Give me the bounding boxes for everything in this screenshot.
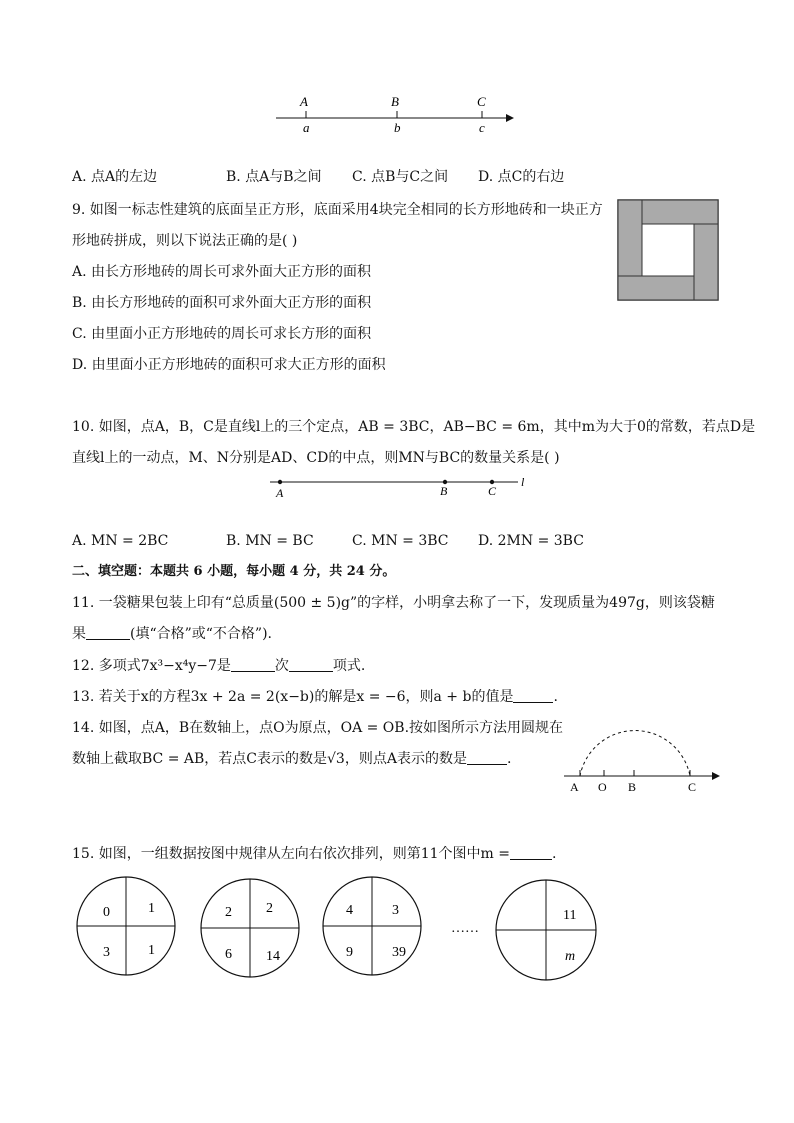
- q14-compass-number-line-figure: [560, 714, 726, 798]
- q15-c3-br: 39: [392, 945, 406, 960]
- q10-option-a[interactable]: A. MN = 2BC: [72, 533, 169, 549]
- q12-answer-blank-2[interactable]: [289, 657, 333, 672]
- q11-answer-blank[interactable]: [86, 625, 130, 640]
- q10-stem-line1: 10. 如图，点A，B，C是直线l上的三个定点，AB = 3BC，AB−BC = 6m，其中m为大于0的常数，若点D是: [72, 419, 756, 435]
- q15-c1-tl: 0: [103, 905, 110, 920]
- point-label-c: c: [479, 120, 485, 135]
- q12-prefix: 12. 多项式7x³−x⁴y−7是: [72, 658, 231, 674]
- q9-option-c[interactable]: C. 由里面小正方形地砖的周长可求长方形的面积: [72, 326, 372, 342]
- q15-c2-tl: 2: [225, 905, 232, 920]
- q12-suffix: 项式.: [332, 658, 366, 674]
- q15-circle-4: [496, 880, 596, 980]
- q8-option-b[interactable]: B. 点A与B之间: [226, 169, 322, 185]
- q11-line2-suffix: (填“合格”或“不合格”).: [130, 626, 273, 642]
- q10-label-C: C: [488, 484, 497, 498]
- q15-answer-blank[interactable]: [510, 845, 552, 860]
- q15-circle-2: [201, 879, 299, 977]
- q8-option-a[interactable]: A. 点A的左边: [72, 169, 158, 185]
- q13-line: [72, 688, 558, 706]
- q15-c3-tr: 3: [392, 903, 399, 918]
- q15-c2-tr: 2: [266, 901, 273, 916]
- q9-stem-line1: 9. 如图一标志性建筑的底面呈正方形，底面采用4块完全相同的长方形地砖和一块正方: [72, 202, 603, 218]
- q15-circle-3: [323, 877, 421, 975]
- q10-option-c[interactable]: C. MN = 3BC: [352, 533, 449, 549]
- q14-label-B: B: [628, 780, 637, 794]
- q9-option-b[interactable]: B. 由长方形地砖的面积可求外面大正方形的面积: [72, 295, 372, 311]
- q15-line: [72, 845, 556, 863]
- point-label-A: A: [300, 94, 308, 109]
- q15-ellipsis: ……: [451, 921, 479, 936]
- q15-c4-tr: 11: [563, 908, 577, 923]
- q15-c1-tr: 1: [148, 901, 155, 916]
- point-label-C: C: [477, 94, 486, 109]
- q10-label-B: B: [440, 484, 448, 498]
- q15-circles-figure: [70, 868, 630, 994]
- section-heading-fill-in: 二、填空题：本题共 6 小题，每小题 4 分，共 24 分。: [72, 564, 396, 579]
- q9-stem-line2: 形地砖拼成，则以下说法正确的是( ): [72, 233, 298, 249]
- q15-circle-1: [77, 877, 175, 975]
- q14-label-C: C: [688, 780, 697, 794]
- q8-option-c[interactable]: C. 点B与C之间: [352, 169, 449, 185]
- q13-suffix: .: [553, 689, 558, 705]
- q8-number-line-figure: [270, 90, 530, 140]
- q15-c1-bl: 3: [103, 945, 110, 960]
- point-label-a: a: [303, 120, 310, 135]
- q10-line-figure: [266, 472, 536, 502]
- q11-line2: [72, 625, 272, 643]
- q10-label-A: A: [276, 486, 284, 500]
- q14-line2-prefix: 数轴上截取BC = AB，若点C表示的数是√3，则点A表示的数是: [72, 751, 467, 767]
- q13-prefix: 13. 若关于x的方程3x + 2a = 2(x−b)的解是x = −6，则a + b的值是: [72, 689, 514, 705]
- q10-option-d[interactable]: D. 2MN = 3BC: [478, 533, 584, 549]
- q14-answer-blank[interactable]: [467, 750, 507, 765]
- q12-mid: 次: [274, 658, 289, 674]
- q9-option-a[interactable]: A. 由长方形地砖的周长可求外面大正方形的面积: [72, 264, 372, 280]
- q15-prefix: 15. 如图，一组数据按图中规律从左向右依次排列，则第11个图中m =: [72, 846, 510, 862]
- q14-label-A: A: [570, 780, 579, 794]
- q10-stem-line2: 直线l上的一动点，M、N分别是AD、CD的中点，则MN与BC的数量关系是( ): [72, 450, 560, 466]
- q9-tile-square-figure: [616, 198, 722, 304]
- q15-c2-bl: 6: [225, 947, 232, 962]
- q14-label-O: O: [598, 780, 607, 794]
- q12-answer-blank-1[interactable]: [231, 657, 275, 672]
- q15-c3-tl: 4: [346, 903, 353, 918]
- q14-line2: [72, 750, 511, 768]
- q9-option-d[interactable]: D. 由里面小正方形地砖的面积可求大正方形的面积: [72, 357, 386, 373]
- q14-line1: 14. 如图，点A，B在数轴上，点O为原点，OA = OB.按如图所示方法用圆规在: [72, 720, 564, 736]
- q15-c1-br: 1: [148, 943, 155, 958]
- q8-option-d[interactable]: D. 点C的右边: [478, 169, 565, 185]
- q11-line2-prefix: 果: [72, 626, 86, 642]
- q10-option-b[interactable]: B. MN = BC: [226, 533, 314, 549]
- q10-label-l: l: [521, 475, 525, 489]
- q14-line2-suffix: .: [506, 751, 512, 767]
- q11-line1: 11. 一袋糖果包装上印有“总质量(500 ± 5)g”的字样，小明拿去称了一下，发现质量为497g，则该袋糖: [72, 595, 715, 611]
- point-label-b: b: [394, 120, 401, 135]
- q15-c2-br: 14: [266, 949, 280, 964]
- q15-suffix: .: [551, 846, 557, 862]
- q12-line: [72, 657, 365, 675]
- q13-answer-blank[interactable]: [513, 688, 553, 703]
- point-label-B: B: [391, 94, 399, 109]
- q15-c4-br: m: [565, 949, 576, 964]
- q15-c3-bl: 9: [346, 945, 353, 960]
